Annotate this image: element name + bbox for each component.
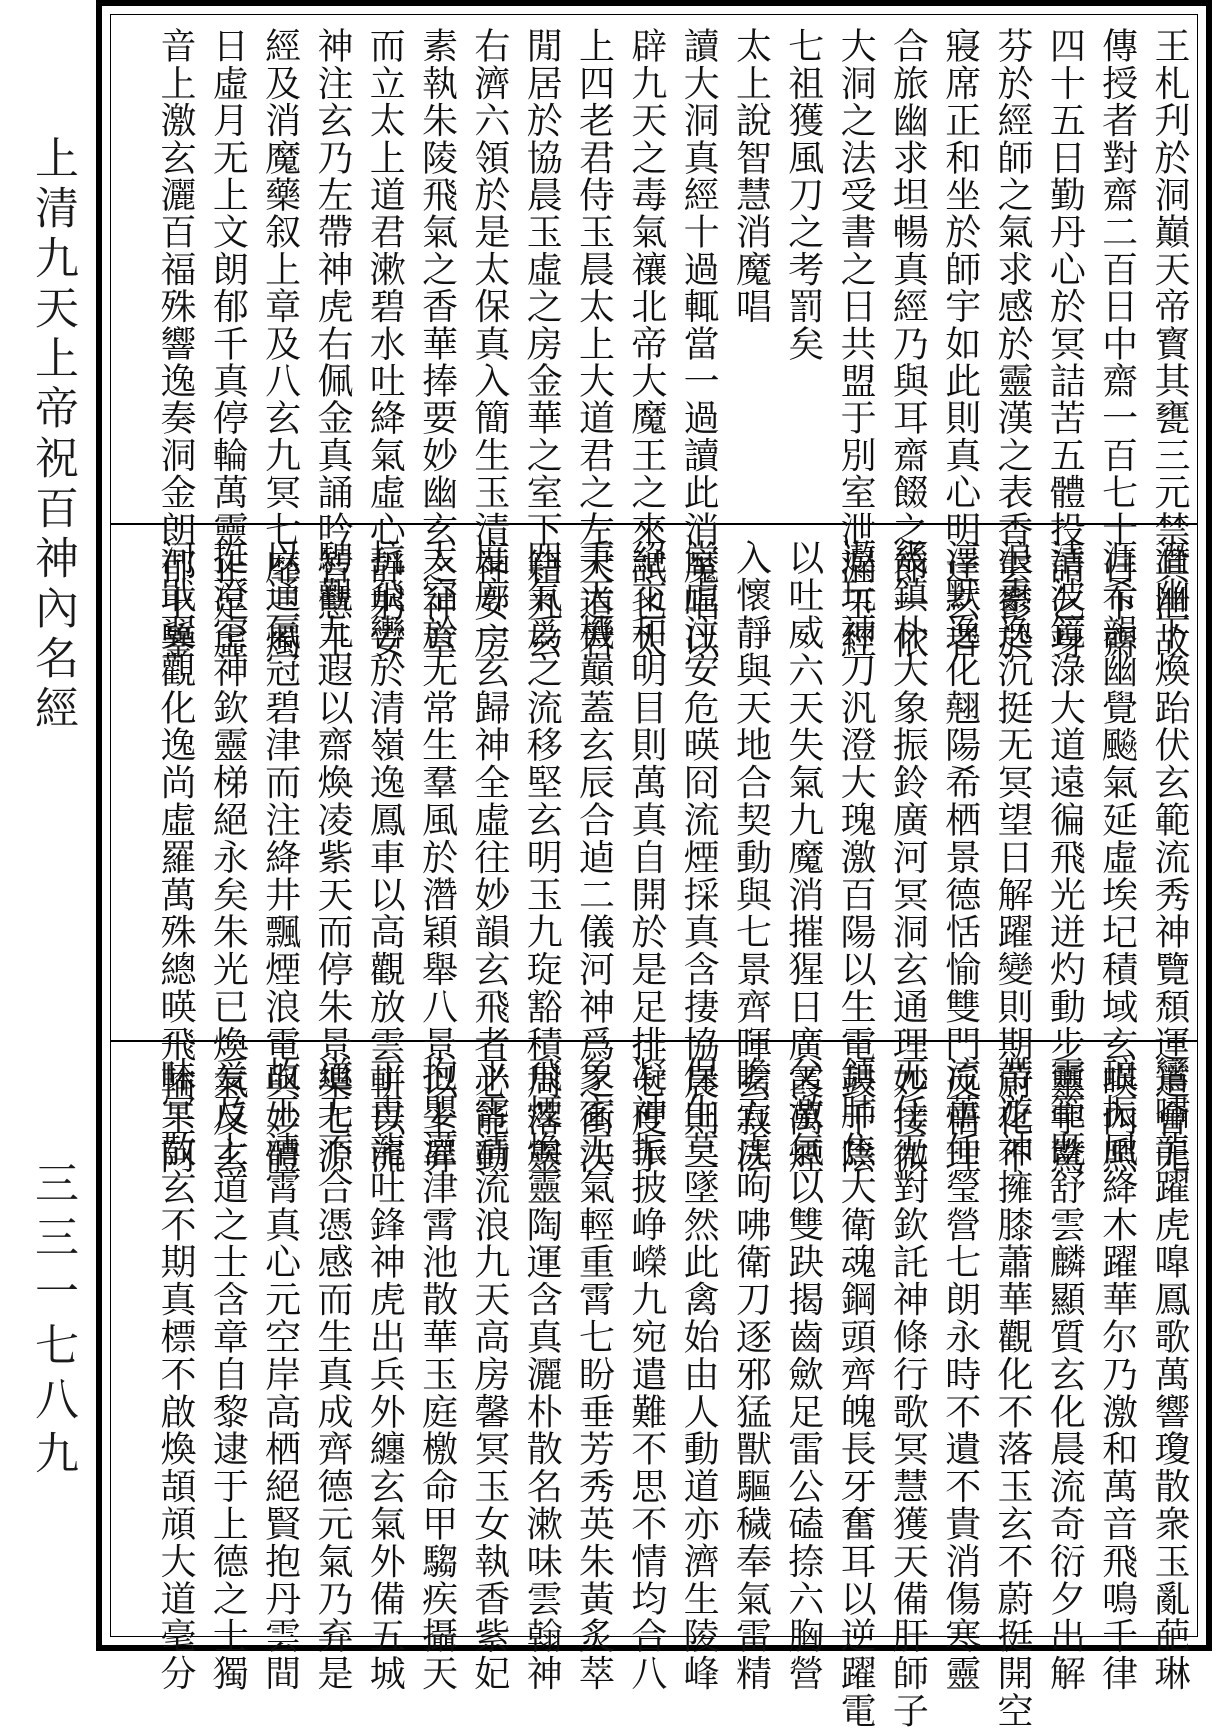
column-group	[151, 539, 1190, 1175]
text-column: 神注玄乃左帶神虎右佩金真誦吟智慧王	[311, 27, 353, 660]
text-column: 靈範既舒雲麟顯質玄化晨流奇衍夕出解	[1044, 1056, 1086, 1692]
text-column: 爰及上道之士含章自黎逮于上德之士獨	[207, 1056, 249, 1692]
text-column: 入懷靜與天地合契動與七景齊暉玄寂法	[730, 539, 772, 1175]
text-column: 寢席正和坐於師宇如此則真心明達玄者	[939, 27, 981, 660]
text-column: 騁觀九遐以齋煥凌紫天而停朱景樂七源	[311, 539, 353, 1175]
text-register-top	[111, 15, 1197, 660]
text-column: 浪素逸沉挺无冥望日解躍變則期蔚化不	[992, 539, 1033, 1175]
text-column: 合旅幽求坦暢真經乃與耳齋餟之節一依	[887, 27, 929, 660]
text-frame	[96, 0, 1212, 1729]
text-column: 抗飛轡於清嶺逸鳳車以高觀放雲軿以流	[364, 539, 406, 1175]
text-column: 道无不合憑感而生真成齊德元氣乃弃是	[311, 1056, 353, 1692]
text-register-middle	[111, 527, 1197, 1175]
text-column: 飛煙煥靈陶運含真灑朴散名漱味雲翰神	[521, 1056, 563, 1692]
text-column: 而立太上道君漱碧水吐絳氣虛心靜躬安	[364, 27, 406, 660]
text-column: 讀大洞真經十過輒當一過讀此消魔唱以	[678, 27, 720, 660]
text-column: 平霄清流浪九天高房馨冥玉女執香紫妃	[468, 1056, 510, 1692]
text-column: 音上激玄灑百福殊響逸奏洞金朗郁上鑒	[155, 27, 196, 660]
text-column: 四十五日勤丹心於冥詰苦五體投請乞身	[1044, 27, 1086, 660]
text-column: 鎮肺焦大衛魂鋼頭齊魄長牙奮耳以逆躍電	[835, 1056, 877, 1729]
text-column: 日虛月无上文朗郁千真停輪萬靈止足虛	[207, 27, 249, 660]
text-column: 四氣爲之流移堅玄明玉九琁豁積周落靈	[521, 539, 563, 1175]
text-column: 帶遊神擁膝蕭華觀化不落玉玄不蔚挺開空	[992, 1056, 1033, 1729]
text-column: 經及消魔藥叙上章及八玄九冥七靡三燭	[259, 27, 301, 660]
margin-page-number: 三三一七八九	[27, 1160, 78, 1484]
text-column: 大洞之法受書之日共盟于別室泄漏玉經	[835, 27, 877, 660]
text-column: 素執朱陵飛氣之香華捧要妙幽玄之神章	[416, 27, 458, 660]
text-column: 鸞嘯龍躍虎嘷鳳歌萬響瓊散衆玉亂葩琳	[1148, 1056, 1190, 1692]
text-column: 清波鏡淥大道遠徧飛光迸灼動步靈宇驚	[1044, 539, 1086, 1175]
text-frame-inner	[110, 14, 1198, 1729]
text-column: 丁毒龍吐鋒神虎出兵外纏玄氣外備五城	[364, 1056, 406, 1692]
text-column: 辟九天之毒氣禳北帝大魔王之來試也太	[625, 27, 667, 660]
text-column: 秉天機巔蓋玄辰合逌二儀河神爲之衝決	[573, 539, 615, 1175]
column-group	[151, 1056, 1190, 1729]
text-column: 堂虛注安危暎冏流煙採真含捿協晨則二	[678, 539, 720, 1175]
text-column: 以吐威六天失氣九魔消摧猩日廣霞萬煙	[782, 539, 824, 1175]
text-column: 閒居於協晨玉虛之房金華之室下籍九玄	[521, 27, 563, 660]
text-column: 太上說智慧消魔唱	[730, 27, 772, 325]
text-column: 幾鎮朴大象振鈴廣河冥洞玄通理妙接微	[887, 539, 929, 1175]
text-register-bottom	[111, 1044, 1197, 1729]
text-column: 涯希韻幽覺飈氣延虛埃圮積域玄暎內照	[1096, 539, 1138, 1175]
text-column: 潛幽下煥跆伏玄範流秀神覽頹運道會无	[1148, 539, 1190, 1175]
text-column: 太空於无常生羣風於濳穎舉八景以上昇	[416, 539, 458, 1175]
text-column: 王札刋於洞巔天帝寳其甕三元禁其泄故	[1148, 27, 1190, 660]
text-column: 抱嬰灌津霄池散華玉庭檄命甲騶疾攝天	[416, 1056, 458, 1692]
text-column: 傳授者對齋二百日中齋一百七十日下齋	[1096, 27, 1138, 660]
text-column: 琅振風絳木躍華尔乃激和萬音飛鳴千律	[1096, 1056, 1138, 1692]
text-column: 味冥散玄不期真標不啟煥頡頏大道毫分	[155, 1056, 196, 1692]
text-column: 故王清霄真心元空岸高栖絕賢抱丹雲間	[259, 1056, 301, 1692]
text-column: 河戢翼觀化逸尚虛羅萬殊總暎飛輪王阿	[155, 539, 196, 1175]
text-column: 七祖獲風刀之考罰矣	[782, 27, 824, 362]
text-column: 瞻五虎呴咈衛刀逐邪猛獸驅穢奉氣雷精	[730, 1056, 772, 1692]
text-column: 芬於經師之氣求感於靈漢之表香雲鬱於	[992, 27, 1033, 660]
margin-title: 上清九天上帝祝百神內名經	[27, 135, 78, 735]
text-column: 流蕭任瑩營七朗永時不遺不貴消傷寒靈	[939, 1056, 981, 1692]
text-column: 保生莫墜然此禽始由人動道亦濟生陵峰	[678, 1056, 720, 1692]
text-column: 凝神振披峥嶸九宛遣難不思不情均合八	[625, 1056, 667, 1692]
text-column: 淳默逸化翹陽希栖景德恬愉雙門反悟理	[939, 539, 981, 1175]
text-column: 挺澄空神欽靈梯絕永矣朱光已煥氣反玄	[207, 539, 249, 1175]
text-column: 度廓一玄歸神全虛往妙韻玄飛者必能動	[468, 539, 510, 1175]
text-column: 上四老君侍玉晨太上大道君之左大道君	[573, 27, 615, 660]
text-column: 无任无對欽託神條行歌冥慧獲天備肝師子	[887, 1056, 929, 1729]
text-column: 右濟六領於是太保真入簡生玉清神女房	[468, 27, 510, 660]
text-column: 父激氣以雙趹揭齒歛足雷公磕捺六胸營	[782, 1056, 824, 1692]
column-group	[151, 27, 1190, 660]
text-column: 遨玩神刀汎澄大瑰激百陽以生電鼓千陰	[835, 539, 877, 1175]
text-column: 象玄无氣輕重霄七盼垂芳秀英朱黃炙萃	[573, 1056, 615, 1692]
text-column: 絕交和明目則萬真自開於是足排七度手	[625, 539, 667, 1175]
text-column: 以通氣冠碧津而注絳井飄煙浪電與妙體	[259, 539, 301, 1175]
